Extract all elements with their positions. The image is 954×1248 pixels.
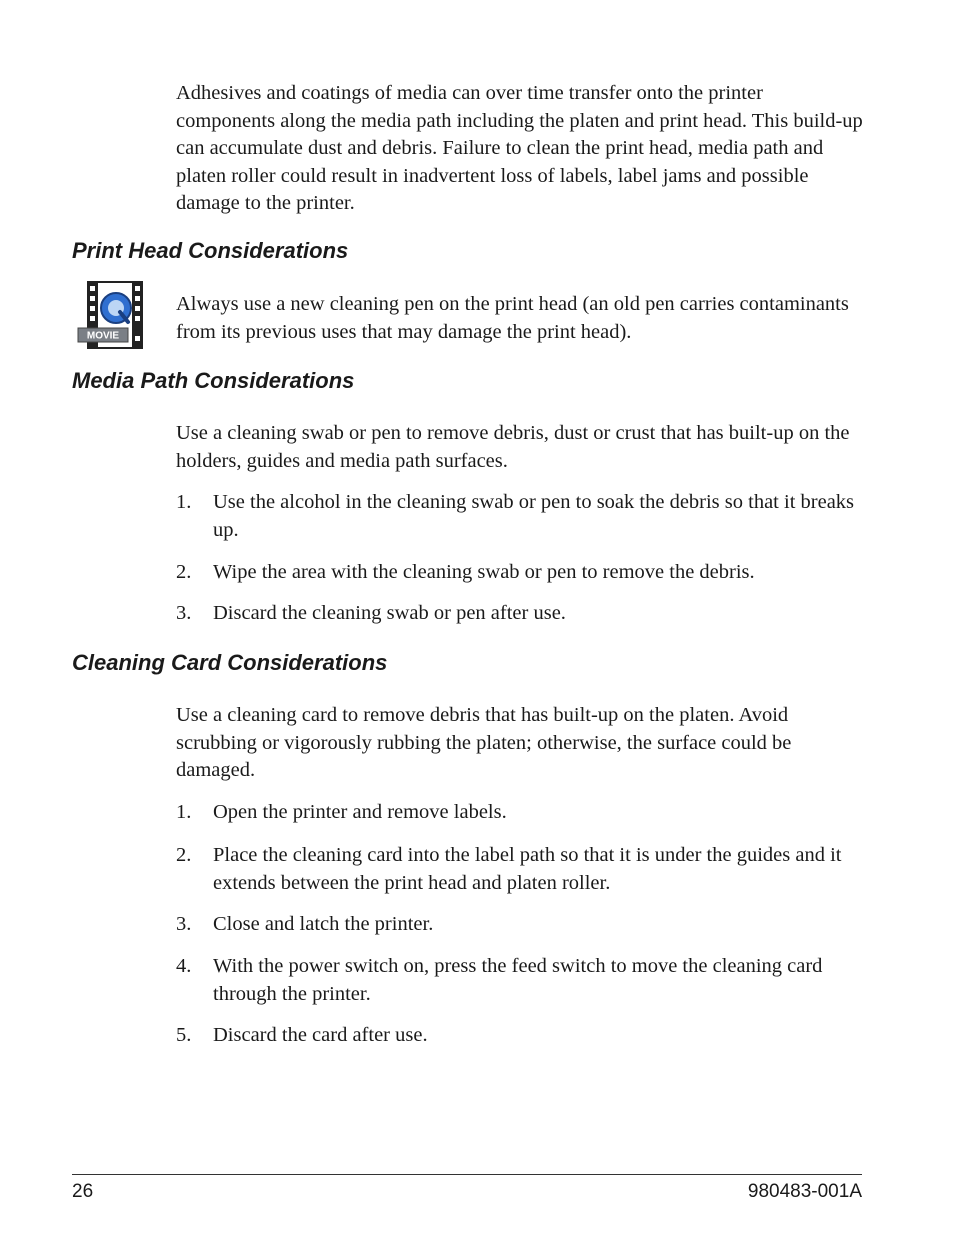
intro-paragraph: Adhesives and coatings of media can over time transfer onto the printer components along the media path including the platen and print head. This build-up can accumulate dust and debris. Failure to clean the print head, media path and platen roller could result in inadvertent loss of labels, label jams and possible damage to the printer.: [176, 82, 863, 214]
step-text: Wipe the area with the cleaning swab or pen to remove the debris.: [213, 561, 755, 583]
list-item: [176, 1022, 866, 1050]
media-path-heading: Media Path Considerations: [72, 368, 355, 393]
step-number: 2.: [176, 844, 192, 866]
step-number: 3.: [176, 602, 192, 624]
step-text: Discard the cleaning swab or pen after use.: [213, 602, 566, 624]
step-number: 3.: [176, 913, 192, 935]
step-text: Use the alcohol in the cleaning swab or pen to soak the debris so that it breaks up.: [213, 491, 855, 541]
list-item: [176, 799, 866, 827]
list-item: [176, 600, 866, 628]
step-text: Discard the card after use.: [213, 1024, 428, 1046]
page-number: 26: [72, 1181, 94, 1202]
step-text: Close and latch the printer.: [213, 913, 434, 935]
list-item: [176, 842, 866, 897]
list-item: [176, 559, 866, 587]
list-item: [176, 953, 866, 1008]
step-number: 1.: [176, 801, 192, 823]
cleaning-card-heading: Cleaning Card Considerations: [72, 650, 388, 675]
movie-icon-label: MOVIE: [86, 330, 120, 342]
document-number: 980483-001A: [747, 1181, 862, 1202]
footer-divider: [72, 1174, 862, 1175]
list-item: [176, 911, 866, 939]
step-number: 1.: [176, 491, 192, 513]
movie-icon[interactable]: [76, 280, 146, 352]
step-number: 2.: [176, 561, 192, 583]
cleaning-card-text: Use a cleaning card to remove debris that has built-up on the platen. Avoid scrubbing or vigorously rubbing the platen; otherwise, the surface could be damaged.: [176, 704, 792, 781]
list-item: [176, 489, 866, 544]
media-path-text: Use a cleaning swab or pen to remove debris, dust or crust that has built-up on the holders, guides and media path surfaces.: [176, 422, 850, 472]
print-head-heading: Print Head Considerations: [72, 238, 349, 263]
step-number: 4.: [176, 955, 192, 977]
step-text: Open the printer and remove labels.: [213, 801, 507, 823]
step-text: With the power switch on, press the feed switch to move the cleaning card through the printer.: [213, 955, 823, 1005]
step-text: Place the cleaning card into the label path so that it is under the guides and it extends between the print head and platen roller.: [213, 844, 842, 894]
step-number: 5.: [176, 1024, 192, 1046]
print-head-text: Always use a new cleaning pen on the print head (an old pen carries contaminants from its previous uses that may damage the print head).: [176, 293, 849, 343]
